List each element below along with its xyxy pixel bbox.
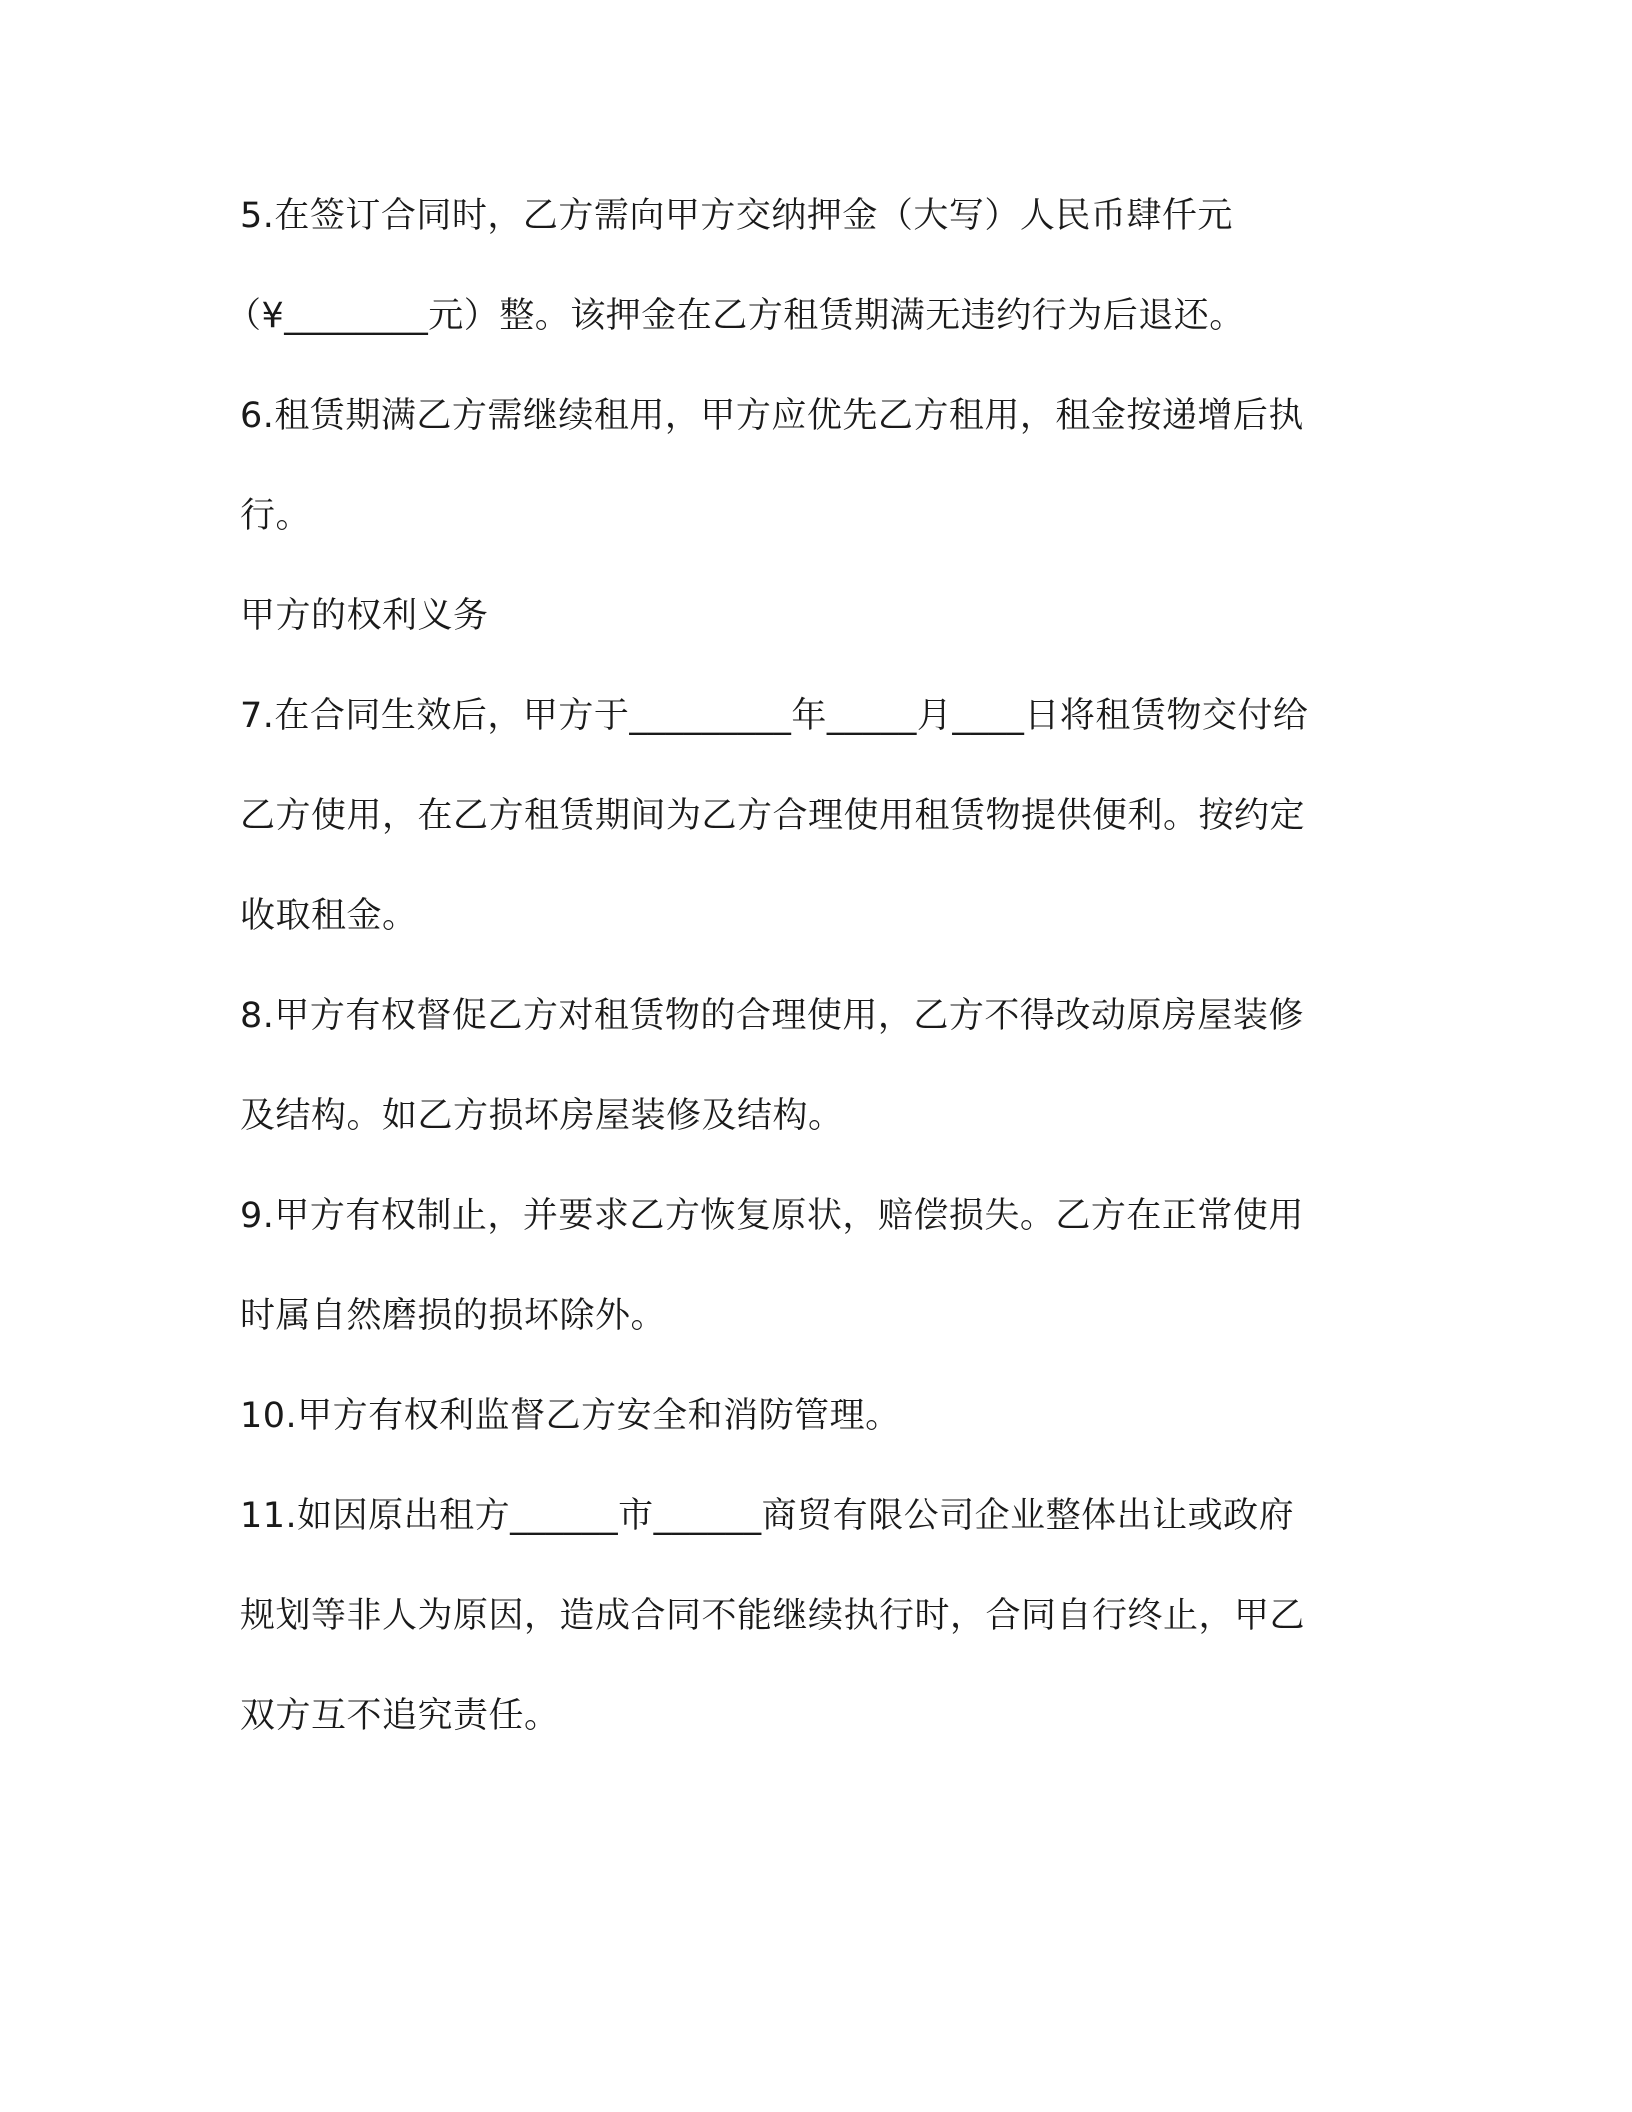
clause-7-line-2: 乙方使用，在乙方租赁期间为乙方合理使用租赁物提供便利。按约定 xyxy=(240,796,1306,836)
clause-6-line-1: 6.租赁期满乙方需继续租用，甲方应优先乙方租用，租金按递增后执 xyxy=(240,396,1304,436)
clause-8-line-2: 及结构。如乙方损坏房屋装修及结构。 xyxy=(240,1096,844,1136)
clause-5-line-2: （¥________元）整。该押金在乙方租赁期满无违约行为后退还。 xyxy=(226,296,1245,336)
clause-7-line-1: 7.在合同生效后，甲方于_________年_____月____日将租赁物交付给 xyxy=(240,696,1309,736)
clause-5-line-1: 5.在签订合同时，乙方需向甲方交纳押金（大写）人民币肆仟元 xyxy=(240,196,1233,236)
clause-11-line-3: 双方互不追究责任。 xyxy=(240,1696,560,1736)
clause-11-line-2: 规划等非人为原因，造成合同不能继续执行时，合同自行终止，甲乙 xyxy=(240,1596,1306,1636)
clause-6-line-2: 行。 xyxy=(240,496,312,536)
clause-9-line-2: 时属自然磨损的损坏除外。 xyxy=(240,1296,667,1336)
clause-10-line-1: 10.甲方有权利监督乙方安全和消防管理。 xyxy=(240,1396,901,1436)
section-heading: 甲方的权利义务 xyxy=(240,596,489,636)
clause-7-line-3: 收取租金。 xyxy=(240,896,418,936)
clause-8-line-1: 8.甲方有权督促乙方对租赁物的合理使用，乙方不得改动原房屋装修 xyxy=(240,996,1304,1036)
clause-9-line-1: 9.甲方有权制止，并要求乙方恢复原状，赔偿损失。乙方在正常使用 xyxy=(240,1196,1304,1236)
clause-11-line-1: 11.如因原出租方______市______商贸有限公司企业整体出让或政府 xyxy=(240,1496,1295,1536)
